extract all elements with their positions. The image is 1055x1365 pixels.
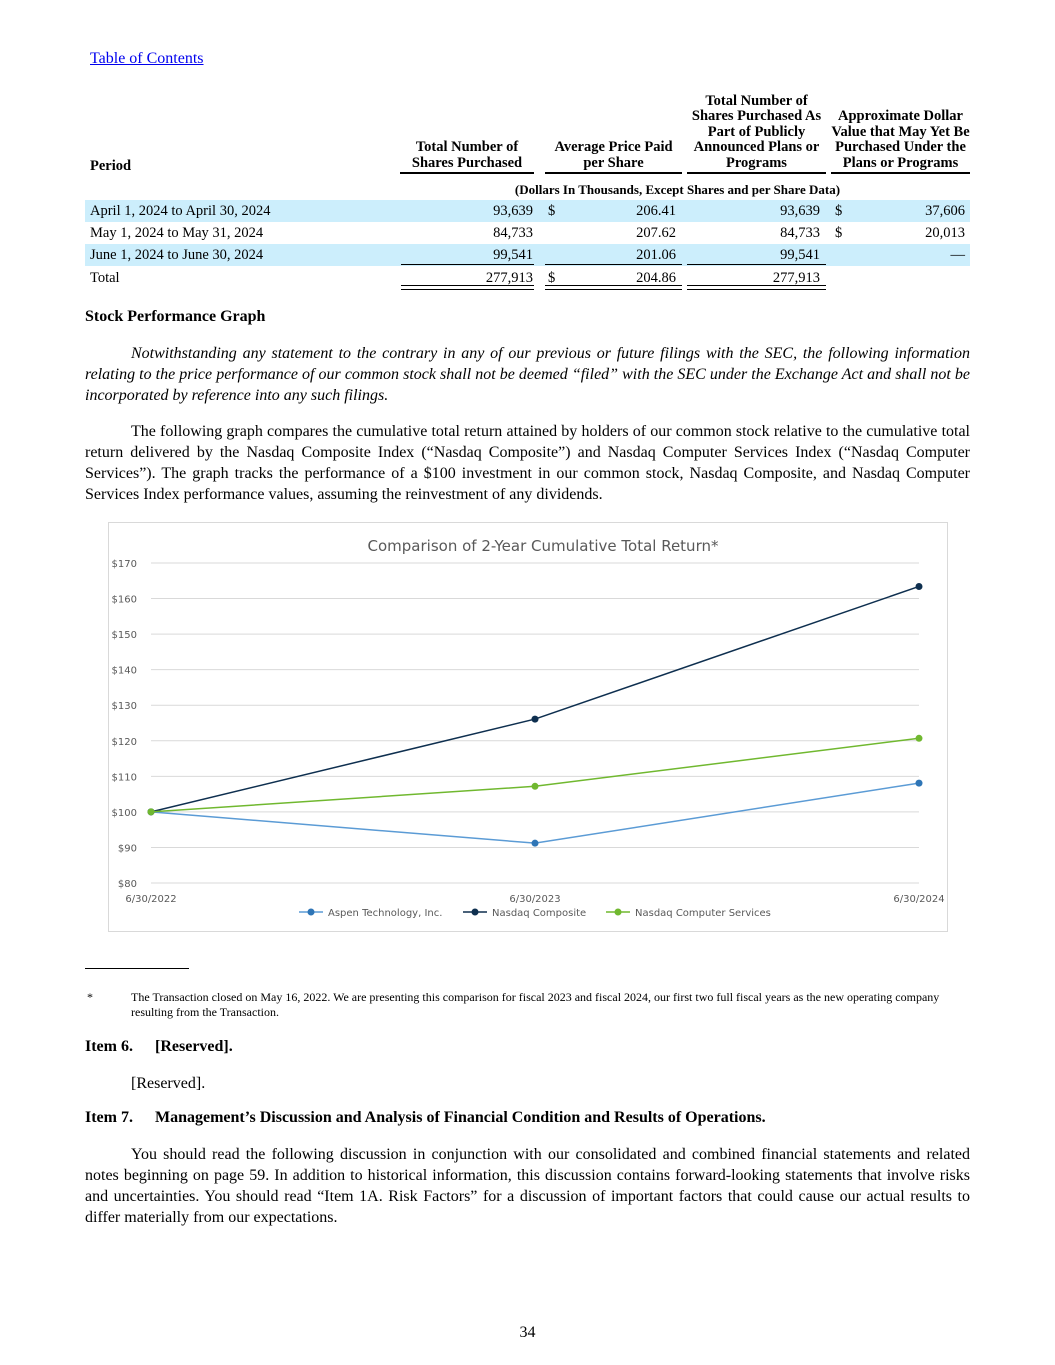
legend-label-nasdaq-composite: Nasdaq Composite (492, 908, 587, 919)
row-period: Total (90, 270, 120, 286)
currency-symbol: $ (835, 203, 843, 219)
row-period: April 1, 2024 to April 30, 2024 (90, 203, 271, 219)
x-tick-label: 6/30/2024 (893, 894, 945, 905)
row-public-plans: 99,541 (780, 247, 820, 263)
row-total-shares: 93,639 (493, 203, 533, 219)
data-point-nasdaq-composite (916, 583, 923, 590)
row-total-shares: 99,541 (493, 247, 533, 263)
disclaimer-paragraph: Notwithstanding any statement to the contrary in any of our previous or future filings with the SEC, the following information relating to the price performance of our common stock shall not be deemed “filed” with the SEC under the Exchange Act and shall not be incorporated by reference into any such filings. (85, 345, 970, 404)
item6-label: Item 6. (85, 1038, 133, 1055)
graph-description-paragraph: The following graph compares the cumulative total return attained by holders of our common stock relative to the cumulative total return delivered by the Nasdaq Composite Index (“Nasdaq Composite”) and Nasdaq Computer Services Index (“Nasdaq Computer Services”). The graph tracks the performance of a $100 investment in our common stock, Nasdaq Composite, and Nasdaq Computer Services Index performance values, assuming the reinvestment of any dividends. (85, 423, 970, 503)
stock-performance-heading: Stock Performance Graph (85, 308, 266, 325)
y-tick-label: $110 (111, 772, 137, 784)
row-avg-price: 201.06 (636, 247, 676, 263)
item6-title: [Reserved]. (155, 1038, 233, 1055)
y-tick-label: $90 (117, 843, 137, 855)
table-row (85, 244, 970, 266)
header-period: Period (90, 157, 132, 174)
item7-label: Item 7. (85, 1109, 133, 1126)
line-chart-svg (109, 523, 947, 931)
footnote-text: The Transaction closed on May 16, 2022. We are presenting this comparison for fiscal 2023 and fiscal 2024, our first two full fiscal years as the new operating company resulting from the Transaction. (131, 990, 940, 1019)
y-tick-label: $170 (111, 559, 137, 570)
y-tick-label: $140 (111, 665, 137, 677)
total-top-rule (545, 264, 682, 265)
data-point-nasdaq-computer-services (532, 783, 539, 790)
y-tick-label: $130 (111, 701, 137, 713)
table-subheader: (Dollars In Thousands, Except Shares and per Share Data) (514, 182, 841, 197)
row-total-shares: 277,913 (485, 270, 533, 286)
row-total-shares: 84,733 (493, 225, 533, 241)
chart-title: Comparison of 2-Year Cumulative Total Return* (367, 537, 719, 555)
table-row (85, 222, 970, 244)
row-avg-price: 204.86 (636, 270, 676, 286)
table-header (85, 76, 970, 174)
row-remaining-value: 20,013 (925, 225, 965, 241)
legend-marker-aspen-technology-inc (308, 909, 315, 916)
row-period: June 1, 2024 to June 30, 2024 (90, 247, 264, 263)
row-avg-price: 206.41 (636, 203, 676, 219)
total-double-rule (687, 285, 826, 290)
x-tick-label: 6/30/2022 (125, 894, 177, 905)
currency-symbol: $ (548, 203, 556, 219)
data-point-aspen-technology-inc (532, 840, 539, 847)
data-point-nasdaq-composite (532, 716, 539, 723)
item7-body: You should read the following discussion in conjunction with our consolidated and combined financial statements and related notes beginning on page 59. In addition to historical information, this discussion contains forward-looking statements that involve risks and uncertainties. You should read “Item 1A. Risk Factors” for a discussion of important factors that could cause our actual results to differ materially from our expectations. (85, 1146, 970, 1226)
total-double-rule (545, 285, 682, 290)
item6-body: [Reserved]. (131, 1075, 206, 1092)
row-period: May 1, 2024 to May 31, 2024 (90, 225, 264, 241)
footnote-marker: * (87, 990, 93, 1004)
y-tick-label: $80 (117, 879, 137, 890)
y-tick-label: $160 (111, 594, 137, 606)
total-top-rule (687, 264, 826, 265)
data-point-aspen-technology-inc (916, 780, 923, 787)
currency-symbol: $ (835, 225, 843, 241)
table-of-contents-link[interactable]: Table of Contents (90, 50, 204, 67)
footnote-divider (85, 968, 189, 969)
item7-heading (85, 1109, 766, 1127)
total-double-rule (401, 285, 534, 290)
table-row (85, 200, 970, 222)
y-tick-label: $100 (111, 807, 137, 819)
header-total-shares: Total Number of Shares Purchased (400, 140, 534, 174)
stock-performance-chart (108, 522, 948, 932)
row-remaining-value: — (950, 247, 965, 263)
series-line-nasdaq-composite (151, 586, 919, 811)
page-number: 34 (519, 1324, 536, 1341)
item6-heading (85, 1038, 233, 1056)
currency-symbol: $ (548, 270, 556, 286)
row-public-plans: 277,913 (772, 270, 820, 286)
y-tick-label: $120 (111, 736, 137, 748)
data-point-nasdaq-computer-services (916, 735, 923, 742)
row-public-plans: 84,733 (780, 225, 820, 241)
header-public-plans: Total Number of Shares Purchased As Part of Publicly Announced Plans or Programs (687, 94, 826, 175)
y-tick-label: $150 (111, 630, 137, 642)
item7-title: Management’s Discussion and Analysis of Financial Condition and Results of Operations. (155, 1109, 766, 1126)
legend-marker-nasdaq-computer-services (615, 909, 622, 916)
row-avg-price: 207.62 (636, 225, 676, 241)
series-line-aspen-technology-inc (151, 783, 919, 843)
row-remaining-value: 37,606 (925, 203, 965, 219)
legend-label-nasdaq-computer-services: Nasdaq Computer Services (635, 908, 771, 919)
header-avg-price: Average Price Paid per Share (545, 140, 682, 174)
row-public-plans: 93,639 (780, 203, 820, 219)
x-tick-label: 6/30/2023 (509, 894, 561, 905)
legend-label-aspen-technology-inc: Aspen Technology, Inc. (328, 908, 443, 919)
share-repurchase-table (85, 76, 970, 289)
data-point-nasdaq-computer-services (148, 808, 155, 815)
total-top-rule (401, 264, 534, 265)
header-remaining-value: Approximate Dollar Value that May Yet Be Purchased Under the Plans or Programs (831, 109, 970, 174)
legend-marker-nasdaq-composite (472, 909, 479, 916)
